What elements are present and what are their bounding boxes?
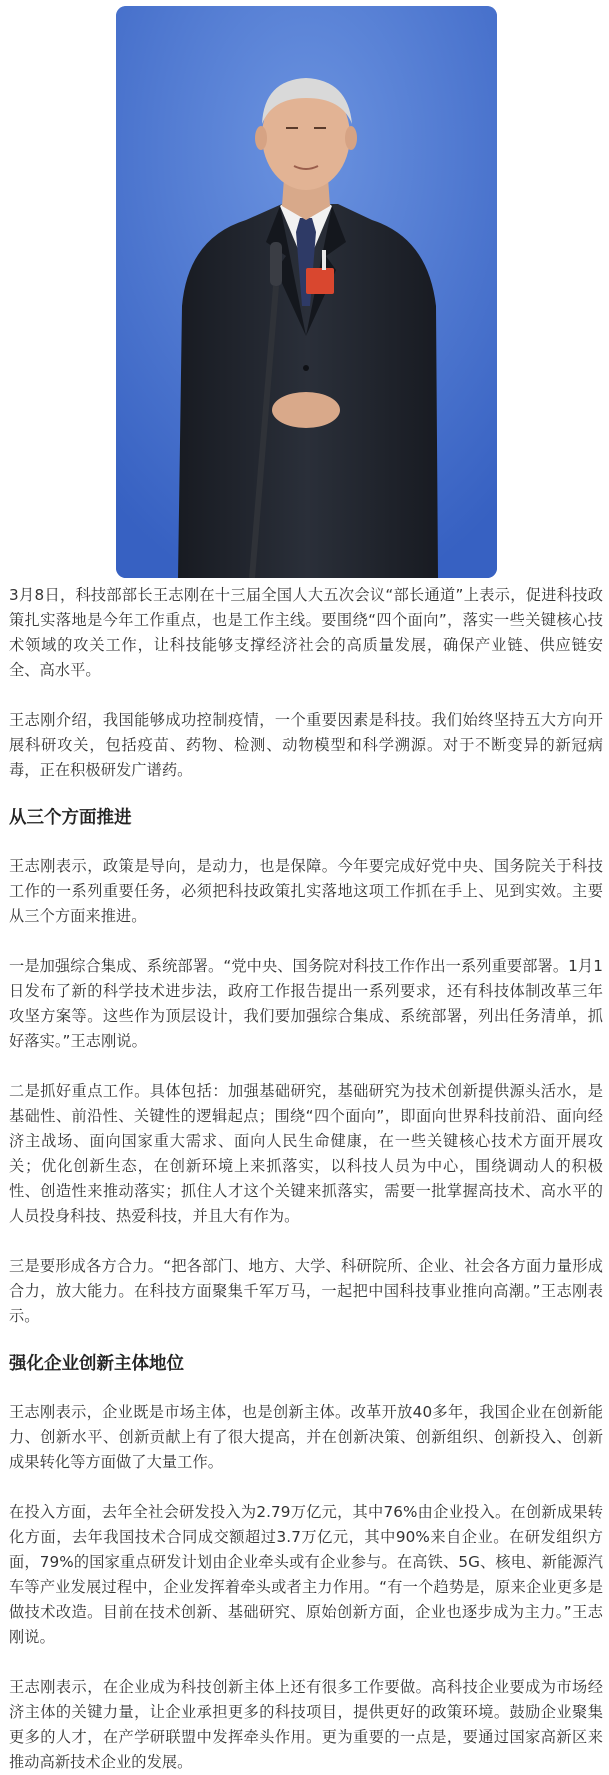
paragraph-investment: 在投入方面，去年全社会研发投入为2.79万亿元，其中76%由企业投入。在创新成果转化方面，去年我国技术合同成交额超过3.7万亿元，其中90%来自企业。在研发组织方面，79%的国家重点研发计划由企业牵头或有企业参与。在高铁、5G、核电、新能源汽车等产业发展过程中，企业发挥着牵头或者主力作用。“有一个趋势是，原来企业更多是做技术改造。目前在技术创新、基础研究、原始创新方面，企业也逐步成为主力。”王志刚说。 <box>9 1503 603 1646</box>
delegate-badge <box>306 268 334 294</box>
section-heading-enterprise: 强化企业创新主体地位 <box>9 1354 184 1374</box>
paragraph-intro: 3月8日，科技部部长王志刚在十三届全国人大五次会议“部长通道”上表示，促进科技政策扎实落地是今年工作重点，也是工作主线。要围绕“四个面向”，落实一些关键核心技术领域的攻关工作，让科技能够支撑经济社会的高质量发展，确保产业链、供应链安全、高水平。 <box>9 586 603 679</box>
paragraph-future-work: 王志刚表示，在企业成为科技创新主体上还有很多工作要做。高科技企业要成为市场经济主体的关键力量，让企业承担更多的科技项目，提供更好的政策环境。鼓励企业聚集更多的人才，在产学研联盟中发挥牵头作用。更为重要的一点是，要通过国家高新区来推动高新技术企业的发展。 <box>9 1678 603 1771</box>
clasped-hands <box>272 392 340 428</box>
jacket-button <box>303 365 309 371</box>
paragraph-second-point: 二是抓好重点工作。具体包括：加强基础研究，基础研究为技术创新提供源头活水，是基础性、前沿性、关键性的逻辑起点；围绕“四个面向”，即面向世界科技前沿、面向经济主战场、面向国家重大需求、面向人民生命健康，在一些关键核心技术方面开展攻关；优化创新生态，在创新环境上来抓落实，以科技人员为中心，围绕调动人的积极性、创造性来推动落实；抓住人才这个关键来抓落实，需要一批掌握高技术、高水平的人员投身科技、热爱科技，并且大有作为。 <box>9 1082 603 1225</box>
paragraph-policy: 王志刚表示，政策是导向，是动力，也是保障。今年要完成好党中央、国务院关于科技工作的一系列重要任务，必须把科技政策扎实落地这项工作抓在手上、见到实效。主要从三个方面来推进。 <box>9 857 603 925</box>
speaker-illustration <box>116 6 497 578</box>
article-body <box>9 582 603 1775</box>
paragraph-third-point: 三是要形成各方合力。“把各部门、地方、大学、科研院所、企业、社会各方面力量形成合力，放大能力。在科技方面聚集千军万马，一起把中国科技事业推向高潮。”王志刚表示。 <box>9 1257 603 1325</box>
section-heading-three-aspects: 从三个方面推进 <box>9 808 132 828</box>
right-ear <box>345 126 357 150</box>
microphone <box>270 242 282 286</box>
left-ear <box>255 126 267 150</box>
paragraph-enterprise-role: 王志刚表示，企业既是市场主体，也是创新主体。改革开放40多年，我国企业在创新能力、创新水平、创新贡献上有了很大提高，并在创新决策、创新组织、创新投入、创新成果转化等方面做了大量工作。 <box>9 1403 603 1471</box>
speaker-photo <box>116 6 497 578</box>
paragraph-first-point: 一是加强综合集成、系统部署。“党中央、国务院对科技工作作出一系列重要部署。1月1日发布了新的科学技术进步法，政府工作报告提出一系列要求，还有科技体制改革三年攻坚方案等。这些作为顶层设计，我们要加强综合集成、系统部署，列出任务清单，抓好落实。”王志刚说。 <box>9 957 603 1050</box>
badge-pen-icon <box>322 250 326 270</box>
paragraph-epidemic: 王志刚介绍，我国能够成功控制疫情，一个重要因素是科技。我们始终坚持五大方向开展科研攻关，包括疫苗、药物、检测、动物模型和科学溯源。对于不断变异的新冠病毒，正在积极研发广谱药。 <box>9 711 603 779</box>
